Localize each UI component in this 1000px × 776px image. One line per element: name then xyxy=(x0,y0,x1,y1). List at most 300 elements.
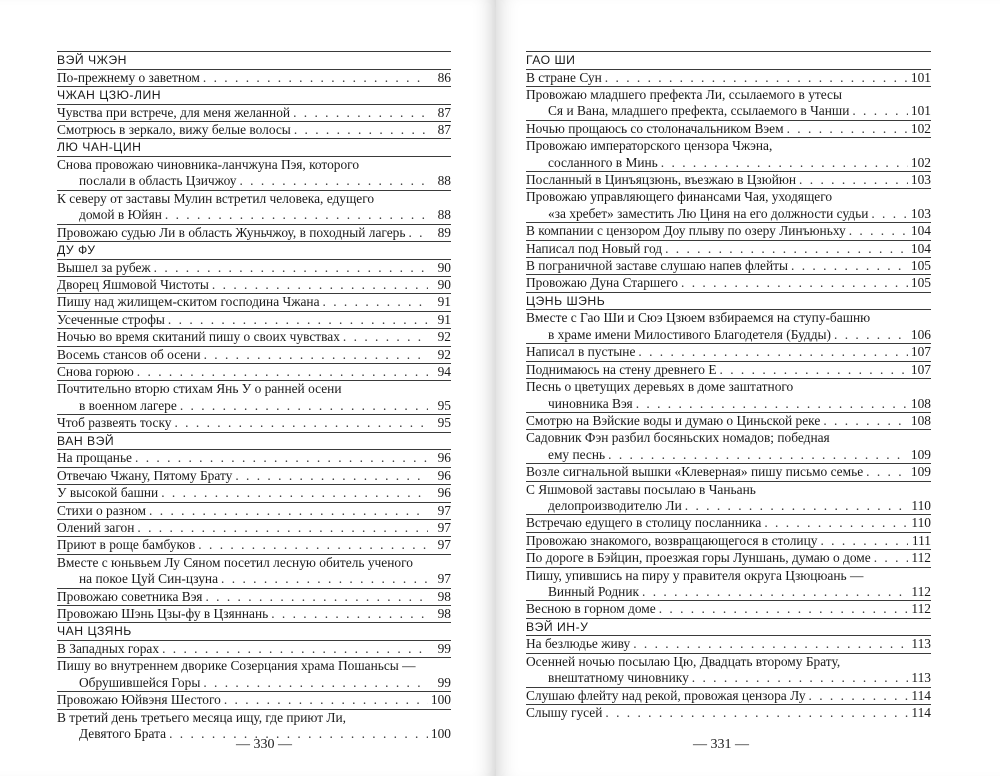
entry-row xyxy=(57,347,451,363)
toc-entry xyxy=(57,657,451,691)
entry-title-line: К северу от заставы Мулин встретил человека, едущего xyxy=(57,190,375,206)
entry-page-number: 105 xyxy=(910,275,931,291)
dot-leader xyxy=(154,260,428,276)
entry-title-line: В пограничной заставе слушаю напев флейты xyxy=(526,258,789,274)
dot-leader xyxy=(820,533,908,549)
dot-leader xyxy=(874,550,908,566)
dot-leader xyxy=(799,172,908,188)
entry-title-line: внештатному чиновнику xyxy=(548,670,689,686)
entry-title-line: Весною в горном доме xyxy=(526,601,656,617)
entry-row xyxy=(57,207,451,223)
entry-row xyxy=(57,606,451,622)
entry-row xyxy=(57,589,451,605)
dot-leader xyxy=(638,344,908,360)
dot-leader xyxy=(849,223,908,239)
entry-page-number: 86 xyxy=(437,69,451,85)
toc-entry xyxy=(57,276,451,293)
entry-page-number: 95 xyxy=(437,415,451,431)
dot-leader xyxy=(692,670,908,686)
entry-title-line: Садовник Фэн разбил босяньских номадов; победная xyxy=(526,430,830,446)
toc-entry xyxy=(526,171,931,188)
entry-title-line: Ночью во время скитаний пишу о своих чувствах xyxy=(57,329,340,345)
entry-row xyxy=(526,515,931,531)
entry-title-line: Посланный в Цинъяцзюнь, въезжаю в Цзюйюн xyxy=(526,172,797,188)
entry-row xyxy=(57,105,451,121)
dot-leader xyxy=(823,413,908,429)
entry-title-line: Дворец Яшмовой Чистоты xyxy=(57,277,209,293)
entry-row xyxy=(526,206,931,222)
dot-leader xyxy=(137,364,428,380)
entry-page-number: 89 xyxy=(437,224,451,240)
entry-title-line: в храме имени Милостивого Благодетеля (Будды) xyxy=(548,326,831,342)
entry-title-line: Вместе с Гао Ши и Сюэ Цзюем взбираемся на ступу-башню xyxy=(526,310,871,326)
entry-title-line: Отвечаю Чжану, Пятому Брату xyxy=(57,467,233,483)
entry-title-line: Приют в роще бамбуков xyxy=(57,537,196,553)
dot-leader xyxy=(764,515,908,531)
toc-entry xyxy=(526,653,931,687)
entry-title-line: Осенней ночью посылаю Цю, Двадцать второму Брату, xyxy=(526,653,841,669)
toc-entry xyxy=(57,691,451,708)
entry-page-number: 94 xyxy=(437,364,451,380)
entry-row xyxy=(526,533,931,549)
entry-row xyxy=(526,121,931,137)
entry-row xyxy=(57,571,451,587)
toc-entry xyxy=(526,532,931,549)
dot-leader xyxy=(809,688,908,704)
toc-entry xyxy=(57,104,451,121)
toc-entry xyxy=(526,361,931,378)
entry-row xyxy=(526,498,931,514)
dot-leader xyxy=(168,312,428,328)
entry-page-number: 90 xyxy=(437,259,451,275)
entry-row xyxy=(57,398,451,414)
toc-entry xyxy=(57,121,451,138)
toc-entry xyxy=(526,412,931,429)
entry-title-line: Провожаю Шэнь Цзы-фу в Цзяннань xyxy=(57,605,269,621)
dot-leader xyxy=(198,537,428,553)
entry-title-line: Восемь стансов об осени xyxy=(57,346,201,362)
toc-entry xyxy=(526,240,931,257)
entry-title-line: Смотрюсь в зеркало, вижу белые волосы xyxy=(57,122,291,137)
entry-row xyxy=(526,670,931,686)
entry-title-line: Вместе с юньвьем Лу Сяном посетил лесную обитель ученого xyxy=(57,554,413,570)
dot-leader xyxy=(165,207,428,223)
entry-title-line: Поднимаюсь на стену древнего Е xyxy=(526,361,717,377)
toc-entry xyxy=(57,588,451,605)
entry-title-line: сосланного в Минь xyxy=(548,154,658,170)
dot-leader xyxy=(212,277,428,293)
author-heading: ГАО ШИ xyxy=(526,51,931,69)
entry-title-line: С Яшмовой заставы посылаю в Чаньань xyxy=(526,481,756,497)
dot-leader xyxy=(720,362,908,378)
dot-leader xyxy=(174,415,428,431)
dot-leader xyxy=(161,485,428,501)
entry-title-line: У высокой башни xyxy=(57,485,159,501)
entry-title-line: Провожаю советника Вэя xyxy=(57,588,203,604)
entry-page-number: 102 xyxy=(910,154,931,170)
entry-row xyxy=(57,173,451,189)
dot-leader xyxy=(633,636,908,652)
entry-title-line: послали в область Цзичжоу xyxy=(79,173,237,189)
dot-leader xyxy=(661,155,908,171)
entry-page-number: 101 xyxy=(910,69,931,85)
entry-row xyxy=(526,275,931,291)
dot-leader xyxy=(834,327,908,343)
dot-leader xyxy=(343,329,428,345)
dot-leader xyxy=(205,589,428,605)
toc-entry xyxy=(57,605,451,622)
toc-entry xyxy=(526,514,931,531)
author-heading: ЛЮ ЧАН-ЦИН xyxy=(57,138,451,156)
entry-page-number: 114 xyxy=(911,687,931,703)
entry-title-line: Винный Родник xyxy=(548,583,640,599)
entry-page-number: 97 xyxy=(437,571,451,587)
toc-entry xyxy=(57,224,451,241)
toc-entry xyxy=(57,346,451,363)
entry-row xyxy=(57,260,451,276)
dot-leader xyxy=(408,225,428,241)
toc-entry xyxy=(526,704,931,721)
entry-title-line: Слушаю флейту над рекой, провожая цензора Лу xyxy=(526,687,806,703)
toc-entry xyxy=(57,156,451,190)
entry-row xyxy=(526,155,931,171)
dot-leader xyxy=(685,498,908,514)
dot-leader xyxy=(203,675,428,691)
entry-page-number: 101 xyxy=(910,103,931,119)
page-number: — 331 — xyxy=(693,737,749,752)
entry-page-number: 106 xyxy=(910,326,931,342)
toc-entry xyxy=(57,380,451,414)
toc-entry xyxy=(57,259,451,276)
toc-entry xyxy=(526,429,931,463)
entry-row xyxy=(57,503,451,519)
entry-title-line: Ся и Вана, младшего префекта, ссылаемого в Чанши xyxy=(548,103,850,119)
toc-entry xyxy=(57,484,451,501)
entry-page-number: 112 xyxy=(911,550,931,566)
entry-row xyxy=(57,415,451,431)
dot-leader xyxy=(221,571,428,587)
entry-page-number: 114 xyxy=(911,705,931,720)
entry-page-number: 112 xyxy=(911,601,931,617)
entry-page-number: 92 xyxy=(437,346,451,362)
left-page xyxy=(0,0,496,776)
entry-title-line: Провожаю императорского цензора Чжэна, xyxy=(526,138,773,154)
toc-entry xyxy=(57,311,451,328)
dot-leader xyxy=(791,258,908,274)
toc-entry xyxy=(526,188,931,222)
entry-page-number: 96 xyxy=(437,467,451,483)
entry-row xyxy=(526,103,931,119)
dot-leader xyxy=(162,641,428,657)
entry-page-number: 100 xyxy=(430,725,451,741)
dot-leader xyxy=(293,105,428,121)
toc-entry xyxy=(526,567,931,601)
entry-title-line: Написал под Новый год xyxy=(526,240,663,256)
entry-title-line: Усеченные строфы xyxy=(57,311,165,327)
entry-page-number: 103 xyxy=(910,172,931,188)
entry-page-number: 111 xyxy=(911,532,931,548)
entry-title-line: Стихи о разном xyxy=(57,502,147,518)
toc-entry xyxy=(57,328,451,345)
entry-row xyxy=(526,344,931,360)
dot-leader xyxy=(294,122,428,138)
dot-leader xyxy=(605,705,908,721)
toc-entry xyxy=(57,190,451,224)
toc-entry xyxy=(526,635,931,652)
entry-page-number: 88 xyxy=(437,207,451,223)
entry-title-line: В компании с цензором Доу плыву по озеру Линъюньху xyxy=(526,223,846,239)
dot-leader xyxy=(137,520,428,536)
toc-entry xyxy=(57,640,451,657)
entry-title-line: Провожаю младшего префекта Ли, ссылаемого в утесы xyxy=(526,87,842,102)
dot-leader xyxy=(852,103,908,119)
entry-row xyxy=(526,396,931,412)
entry-page-number: 108 xyxy=(910,395,931,411)
toc-entry xyxy=(57,293,451,310)
dot-leader xyxy=(665,241,908,257)
entry-row xyxy=(57,70,451,86)
entry-page-number: 107 xyxy=(910,361,931,377)
toc-entry xyxy=(57,414,451,431)
entry-title-line: Провожаю Дуна Старшего xyxy=(526,275,679,291)
entry-row xyxy=(526,362,931,378)
entry-row xyxy=(526,601,931,617)
entry-title-line: домой в Юйян xyxy=(79,207,162,223)
entry-row xyxy=(526,172,931,188)
entry-title-line: Слышу гусей xyxy=(526,705,603,720)
entry-page-number: 98 xyxy=(437,588,451,604)
toc-entry xyxy=(526,481,931,515)
entry-page-number: 87 xyxy=(437,104,451,120)
entry-row xyxy=(57,675,451,691)
entry-row xyxy=(57,312,451,328)
entry-title-line: Обрушившейся Горы xyxy=(79,674,201,690)
entry-title-line: Провожаю знакомого, возвращающегося в столицу xyxy=(526,532,818,548)
dot-leader xyxy=(235,468,428,484)
dot-leader xyxy=(642,584,908,600)
entry-row xyxy=(57,364,451,380)
entry-page-number: 103 xyxy=(910,205,931,221)
entry-page-number: 96 xyxy=(437,485,451,501)
entry-title-line: Чтоб развеять тоску xyxy=(57,415,172,431)
entry-row xyxy=(526,636,931,652)
dot-leader xyxy=(608,447,908,463)
dot-leader xyxy=(180,398,428,414)
entry-page-number: 107 xyxy=(910,344,931,360)
entry-row xyxy=(526,327,931,343)
toc-entry xyxy=(57,536,451,553)
entry-page-number: 88 xyxy=(437,173,451,189)
table-of-contents-left xyxy=(57,51,451,742)
entry-title-line: На прощанье xyxy=(57,450,132,466)
toc-entry xyxy=(526,378,931,412)
entry-page-number: 110 xyxy=(911,497,931,513)
entry-page-number: 112 xyxy=(911,583,931,599)
entry-row xyxy=(57,277,451,293)
entry-row xyxy=(57,294,451,310)
entry-title-line: По-прежнему о заветном xyxy=(57,69,200,85)
entry-title-line: Вышел за рубеж xyxy=(57,259,151,275)
entry-page-number: 109 xyxy=(910,446,931,462)
dot-leader xyxy=(169,726,428,742)
entry-page-number: 104 xyxy=(910,240,931,256)
toc-entry xyxy=(526,600,931,617)
author-heading: ВЭЙ ИН-У xyxy=(526,618,931,636)
right-page xyxy=(496,0,1000,776)
entry-title-line: Встречаю едущего в столицу посланника xyxy=(526,515,762,531)
entry-page-number: 95 xyxy=(437,397,451,413)
toc-entry xyxy=(526,69,931,86)
entry-title-line: Провожаю судью Ли в область Жуньчжоу, в походный лагерь xyxy=(57,224,406,240)
toc-entry xyxy=(526,86,931,120)
entry-row xyxy=(57,450,451,466)
author-heading: ДУ ФУ xyxy=(57,241,451,259)
author-heading: ЧАН ЦЗЯНЬ xyxy=(57,622,451,640)
dot-leader xyxy=(203,70,428,86)
entry-page-number: 105 xyxy=(910,258,931,274)
toc-entry xyxy=(526,343,931,360)
dot-leader xyxy=(681,275,908,291)
entry-title-line: Пишу над жилищем-скитом господина Чжана xyxy=(57,294,320,310)
entry-title-line: Снова провожаю чиновника-ланчжуна Пэя, которого xyxy=(57,157,360,172)
entry-title-line: в военном лагере xyxy=(79,397,177,413)
entry-page-number: 98 xyxy=(437,605,451,621)
entry-page-number: 97 xyxy=(437,502,451,518)
entry-title-line: чиновника Вэя xyxy=(548,395,633,411)
dot-leader xyxy=(605,70,908,86)
page-number: — 330 — xyxy=(236,737,292,752)
toc-entry xyxy=(526,463,931,480)
entry-page-number: 104 xyxy=(910,223,931,239)
entry-title-line: Песнь о цветущих деревьях в доме заштатного xyxy=(526,379,794,395)
entry-row xyxy=(526,223,931,239)
entry-title-line: Провожаю управляющего финансами Чая, уходящего xyxy=(526,189,833,205)
entry-page-number: 109 xyxy=(910,464,931,480)
dot-leader xyxy=(239,173,428,189)
dot-leader xyxy=(323,294,428,310)
dot-leader xyxy=(659,601,908,617)
entry-title-line: делопроизводителю Ли xyxy=(548,497,682,513)
entry-title-line: В третий день третьего месяца ищу, где приют Ли, xyxy=(57,709,347,725)
entry-page-number: 113 xyxy=(911,636,931,652)
dot-leader xyxy=(787,121,908,137)
author-heading: ЦЭНЬ ШЭНЬ xyxy=(526,292,931,310)
entry-title-line: Олений загон xyxy=(57,519,135,535)
dot-leader xyxy=(224,692,428,708)
entry-title-line: На безлюдье живу xyxy=(526,636,631,652)
entry-title-line: Девятого Брата xyxy=(79,725,167,741)
toc-entry xyxy=(57,502,451,519)
toc-entry xyxy=(57,69,451,86)
entry-page-number: 108 xyxy=(910,412,931,428)
entry-page-number: 87 xyxy=(437,122,451,137)
entry-page-number: 99 xyxy=(437,640,451,656)
toc-entry xyxy=(57,449,451,466)
toc-entry xyxy=(57,363,451,380)
entry-row xyxy=(526,464,931,480)
entry-row xyxy=(526,70,931,86)
entry-title-line: Чувства при встрече, для меня желанной xyxy=(57,104,291,120)
entry-title-line: на покое Цуй Син-цзуна xyxy=(79,571,219,587)
dot-leader xyxy=(866,464,908,480)
author-heading: ВЭЙ ЧЖЭН xyxy=(57,51,451,69)
entry-row xyxy=(57,329,451,345)
entry-page-number: 96 xyxy=(437,450,451,466)
toc-entry xyxy=(526,120,931,137)
entry-page-number: 99 xyxy=(437,674,451,690)
entry-page-number: 100 xyxy=(430,692,451,708)
entry-row xyxy=(526,258,931,274)
entry-title-line: В стране Сун xyxy=(526,69,602,85)
entry-page-number: 102 xyxy=(910,120,931,136)
entry-title-line: «за хребет» заместить Лю Циня на его должности судьи xyxy=(548,205,869,221)
entry-title-line: В Западных горах xyxy=(57,640,160,656)
entry-title-line: По дороге в Бэйцин, проезжая горы Луншань, думаю о доме xyxy=(526,550,871,566)
entry-page-number: 113 xyxy=(911,670,931,686)
toc-entry xyxy=(57,467,451,484)
dot-leader xyxy=(149,503,428,519)
entry-row xyxy=(526,241,931,257)
entry-page-number: 92 xyxy=(437,329,451,345)
entry-page-number: 110 xyxy=(911,515,931,531)
entry-row xyxy=(57,468,451,484)
entry-row xyxy=(57,537,451,553)
dot-leader xyxy=(271,606,428,622)
entry-title-line: Пишу, упившись на пиру у правителя округа Цзюцюань — xyxy=(526,567,864,583)
entry-row xyxy=(57,520,451,536)
toc-entry xyxy=(57,554,451,588)
entry-title-line: ему песнь xyxy=(548,446,606,462)
toc-entry xyxy=(526,309,931,343)
entry-page-number: 91 xyxy=(437,294,451,310)
entry-row xyxy=(57,225,451,241)
toc-entry xyxy=(526,549,931,566)
table-of-contents-right xyxy=(526,51,931,721)
toc-entry xyxy=(526,687,931,704)
entry-row xyxy=(57,485,451,501)
entry-row xyxy=(526,584,931,600)
dot-leader xyxy=(871,206,908,222)
toc-entry xyxy=(57,519,451,536)
entry-row xyxy=(57,641,451,657)
entry-page-number: 97 xyxy=(437,519,451,535)
dot-leader xyxy=(135,450,428,466)
author-heading: ЧЖАН ЦЗЮ-ЛИН xyxy=(57,86,451,104)
entry-title-line: Смотрю на Вэйские воды и думаю о Циньской реке xyxy=(526,412,821,428)
entry-row xyxy=(526,447,931,463)
entry-row xyxy=(57,692,451,708)
entry-page-number: 97 xyxy=(437,537,451,553)
entry-row xyxy=(526,705,931,721)
entry-page-number: 91 xyxy=(437,311,451,327)
entry-title-line: Провожаю Юйвэня Шестого xyxy=(57,692,221,708)
toc-entry xyxy=(526,274,931,291)
author-heading: ВАН ВЭЙ xyxy=(57,432,451,450)
entry-title-line: Написал в пустыне xyxy=(526,344,636,360)
toc-entry xyxy=(526,137,931,171)
entry-title-line: Возле сигнальной вышки «Клеверная» пишу письмо семье xyxy=(526,464,864,480)
entry-page-number: 90 xyxy=(437,277,451,293)
entry-title-line: Снова горюю xyxy=(57,364,134,380)
entry-row xyxy=(526,688,931,704)
entry-title-line: Ночью прощаюсь со столоначальником Вэем xyxy=(526,120,784,136)
entry-title-line: Пишу во внутреннем дворике Созерцания храма Пошаньсы — xyxy=(57,658,416,674)
toc-entry xyxy=(526,257,931,274)
entry-row xyxy=(526,550,931,566)
dot-leader xyxy=(636,396,908,412)
entry-row xyxy=(57,122,451,138)
entry-title-line: Почтительно вторю стихам Янь У о ранней осени xyxy=(57,381,342,397)
